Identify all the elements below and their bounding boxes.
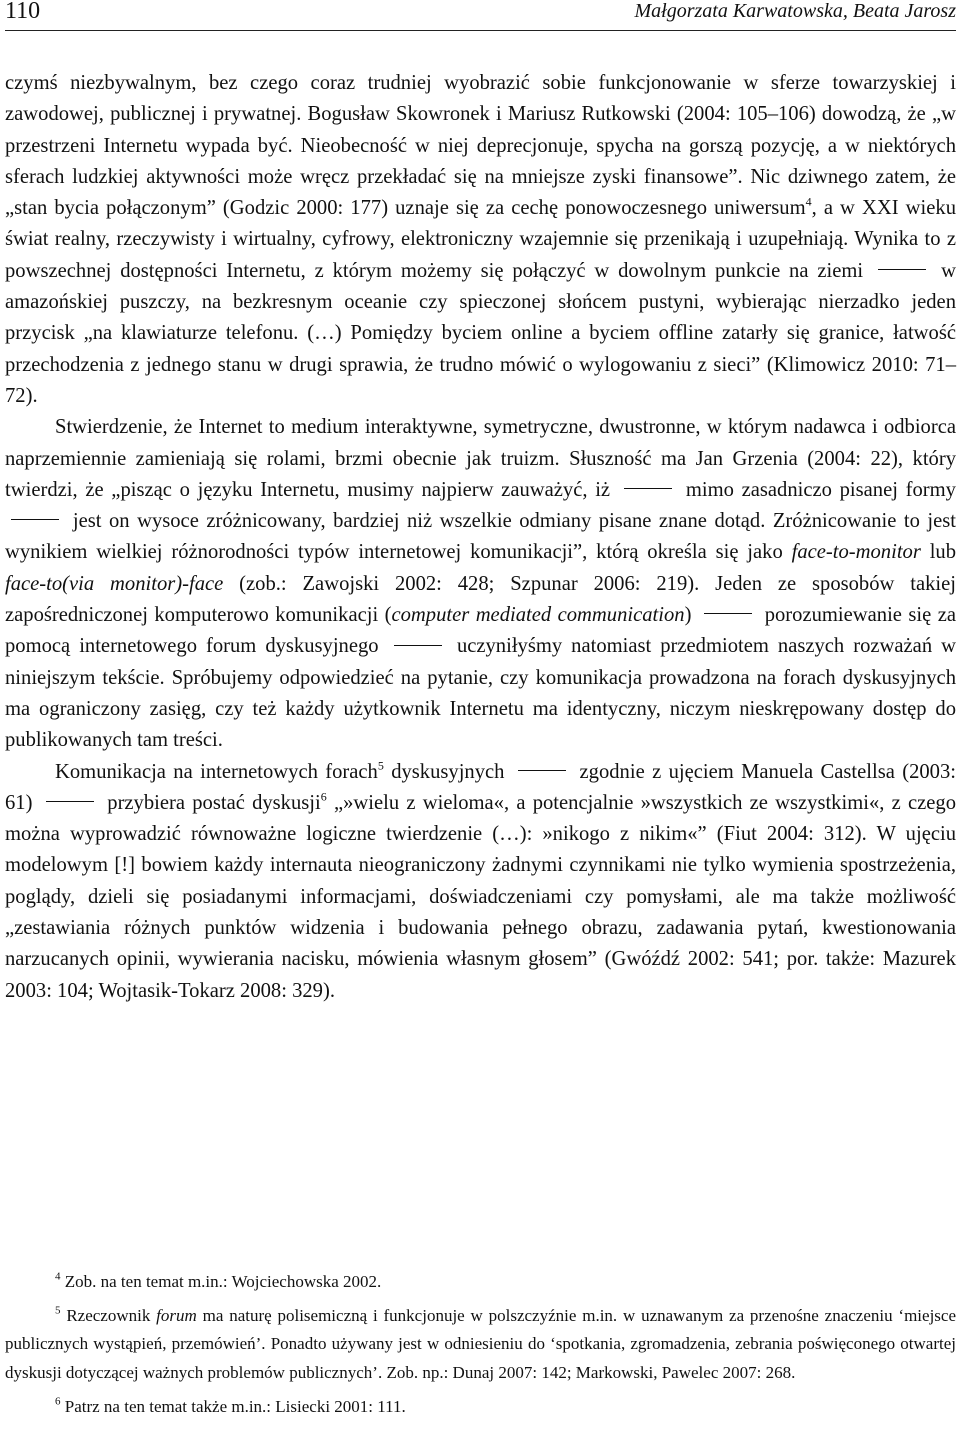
text: ) — [684, 604, 692, 627]
text: czymś niezbywalnym, bez czego coraz trudniej wyobrazić sobie funkcjonowanie w sferze towarzyskiej i zawodowej, publicznej i prywatnej. Bogusław Skowronek i Mariusz Rutkowski (2004: 105–106) dowodzą, że „w przestrzeni Internetu wypada być. Nieobecność w niej deprecjonuje, spycha na gorszą pozycję, a w niektórych sferach ludzkiej aktywności może wręcz przekładać się na mniejsze zyski finansowe”. Nic dziwnego zatem, że „stan bycia połączonym” (Godzic 2000: 177) uznaje się za cechę ponowoczesnego uniwersum — [5, 72, 956, 220]
em-dash — [394, 645, 442, 646]
text: porozumiewanie się za pomocą internetowego forum dyskusyjnego — [5, 604, 956, 658]
text: lub — [920, 541, 957, 564]
text: mimo zasadniczo pisanej formy — [685, 478, 956, 501]
running-head: Małgorzata Karwatowska, Beata Jarosz — [634, 0, 956, 22]
text: dyskusyjnych — [383, 760, 505, 783]
em-dash — [878, 269, 926, 270]
italic-term: forum — [156, 1306, 197, 1326]
body-text — [5, 68, 956, 1007]
footnotes — [5, 1268, 956, 1427]
text: (zob.: Zawojski 2002: 428; Szpunar 2006: 219). Jeden ze sposobów takiej zapośredniczonej komputerowo komunikacji ( — [5, 572, 956, 627]
italic-term: face-to-monitor — [791, 541, 921, 564]
text: zgodnie z ujęciem Manuela Castellsa (2003: 61) — [5, 760, 956, 814]
page-number: 110 — [5, 0, 41, 24]
footnote-text: Rzeczownik — [66, 1306, 157, 1326]
paragraph-2 — [5, 412, 956, 756]
text: w amazońskiej puszczy, na bezkresnym oceanie czy spieczonej słońcem pustyni, wybierając nierzadko jeden przycisk „na klawiaturze telefonu. (…) Pomiędzy byciem online a byciem offline zatarły się granice, łatwość przechodzenia z jednego stanu w drugi sprawia, że trudno mówić o wylogowaniu z sieci” (Klimowicz 2010: 71–72). — [5, 259, 956, 407]
footnote-ref-5: 5 — [377, 758, 384, 773]
em-dash — [704, 613, 752, 614]
text: przybiera postać dyskusji — [107, 791, 321, 814]
italic-term: computer mediated communication — [391, 604, 685, 627]
em-dash — [624, 488, 672, 489]
footnote-text: Zob. na ten temat m.in.: Wojciechowska 2002. — [64, 1272, 382, 1291]
paragraph-1 — [5, 68, 956, 412]
em-dash — [46, 801, 94, 802]
text: uczyniłyśmy natomiast przedmiotem naszych rozważań w niniejszym tekście. Spróbujemy odpowiedzieć na pytanie, czy komunikacja prowadzona na forach dyskusyjnych ma ograniczony zasięg, czy też każdy użytkownik Internetu ma identyczny, niczym nieskrępowany dostęp do publikowanych tam treści. — [5, 635, 956, 752]
text: , a w XXI wieku świat realny, rzeczywisty i wirtualny, cyfrowy, elektroniczny wzajemnie się przenikają i uzupełniają. Wynika to z powszechnej dostępności Internetu, z którym możemy się połączyć w dowolnym punkcie na ziemi — [5, 197, 957, 282]
footnote-4 — [5, 1268, 956, 1296]
footnote-number: 6 — [55, 1395, 61, 1408]
text: jest on wysoce zróżnicowany, bardziej niż wszelkie odmiany pisane znane dotąd. Zróżnicowanie to jest wynikiem wielkiej różnorodności typów internetowej komunikacji”, którą określa się jako — [5, 510, 956, 564]
text: Komunikacja na internetowych forach — [55, 760, 378, 783]
page-header — [5, 0, 956, 31]
text: „»wielu z wieloma«, a potencjalnie »wszystkich ze wszystkimi«, z czego można wyprowadzić równoważne logiczne twierdzenie (…): »nikogo z nikim«” (Fiut 2004: 312). W ujęciu modelowym [!] bowiem każdy internauta nieograniczony żadnymi czynnikami nie tylko wymienia spostrzeżenia, poglądy, dzieli się posiadanymi informacjami, doświadczeniami czy pomysłami, ale ma także możliwość „zestawiania różnych punktów widzenia i budowania pełnego obrazu, zadawania pytań, kwestionowania narzucanych opinii, wywierania nacisku, mówienia własnym głosem” (Gwóźdź 2002: 541; por. także: Mazurek 2003: 104; Wojtasik-Tokarz 2008: 329). — [5, 791, 956, 1002]
em-dash — [11, 519, 59, 520]
footnote-text: ma naturę polisemiczną i funkcjonuje w polszczyźnie m.in. w uznawanym za przenośne znaczeniu ‘miejsce publicznych wystąpień, przemówień’. Ponadto używany jest w odniesieniu do ‘spotkania, zgromadzenia, zebrania poświęconego otwartej dyskusji dotyczącej ważnych problemów publicznych’. Zob. np.: Dunaj 2007: 142; Markowski, Pawelec 2007: 268. — [5, 1306, 957, 1382]
footnote-number: 5 — [55, 1304, 61, 1317]
footnote-ref-4: 4 — [805, 194, 812, 209]
paragraph-3 — [5, 757, 956, 1007]
footnote-5 — [5, 1302, 956, 1387]
footnote-number: 4 — [55, 1270, 61, 1283]
footnote-ref-6: 6 — [320, 789, 327, 804]
em-dash — [518, 770, 566, 771]
footnote-text: Patrz na ten temat także m.in.: Lisiecki 2001: 111. — [64, 1396, 406, 1416]
italic-term: face-to(via monitor)-face — [5, 572, 224, 595]
footnote-6 — [5, 1393, 956, 1421]
text: Stwierdzenie, że Internet to medium interaktywne, symetryczne, dwustronne, w którym nadawca i odbiorca naprzemiennie zamieniają się rolami, brzmi obecnie jak truizm. Słuszność ma Jan Grzenia (2004: 22), który twierdzi, że „pisząc o języku Internetu, musimy najpierw zauważyć, iż — [5, 416, 956, 501]
